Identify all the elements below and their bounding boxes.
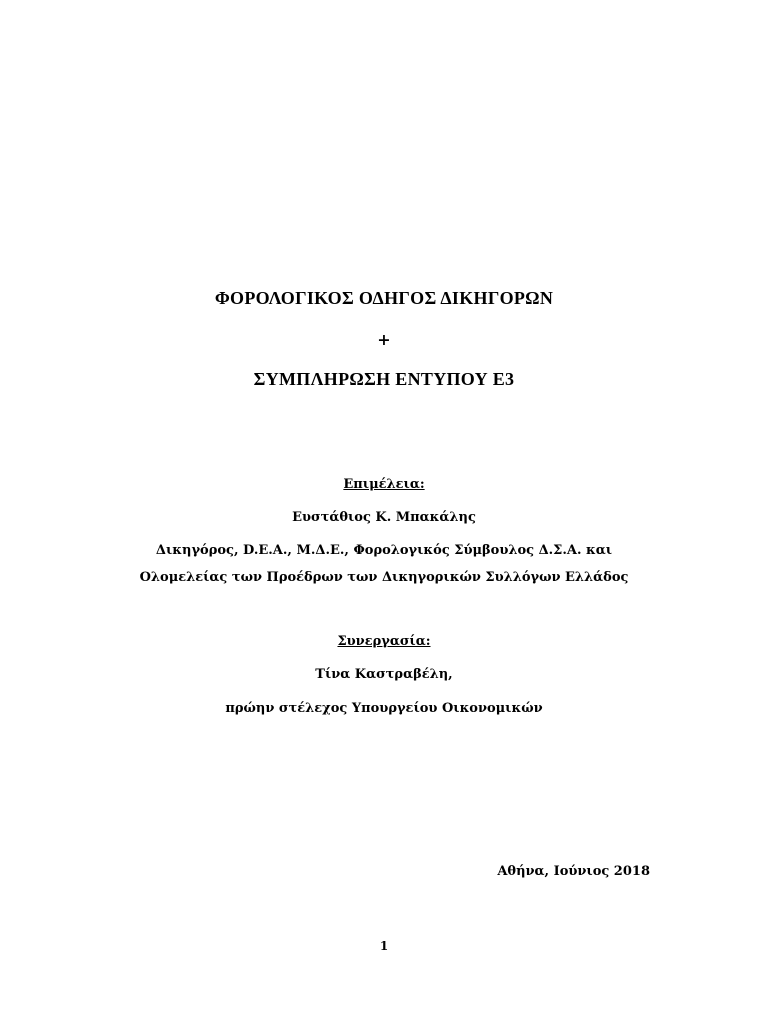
title-plus-sign: +: [377, 330, 391, 349]
editor-name: Ευστάθιος Κ. Μπακάλης: [292, 510, 476, 525]
title-line-1: ΦΟΡΟΛΟΓΙΚΟΣ ΟΔΗΓΟΣ ΔΙΚΗΓΟΡΩΝ: [214, 288, 554, 308]
title-line-2: ΣΥΜΠΛΗΡΩΣΗ ΕΝΤΥΠΟΥ Ε3: [253, 369, 515, 389]
collaborator-role: πρώην στέλεχος Υπουργείου Οικονομικών: [225, 701, 543, 716]
collaboration-heading: Συνεργασία:: [337, 634, 431, 649]
collaborator-name: Τίνα Καστραβέλη,: [315, 667, 453, 682]
page-number: 1: [379, 939, 389, 953]
editor-credentials-line-2: Ολομελείας των Προέδρων των Δικηγορικών Συλλόγων Ελλάδος: [139, 570, 629, 585]
editor-credentials-line-1: Δικηγόρος, D.E.A., Μ.Δ.Ε., Φορολογικός Σύμβουλος Δ.Σ.Α. και: [155, 543, 613, 558]
place-and-date: Αθήνα, Ιούνιος 2018: [497, 864, 650, 879]
editor-heading: Επιμέλεια:: [343, 477, 425, 492]
